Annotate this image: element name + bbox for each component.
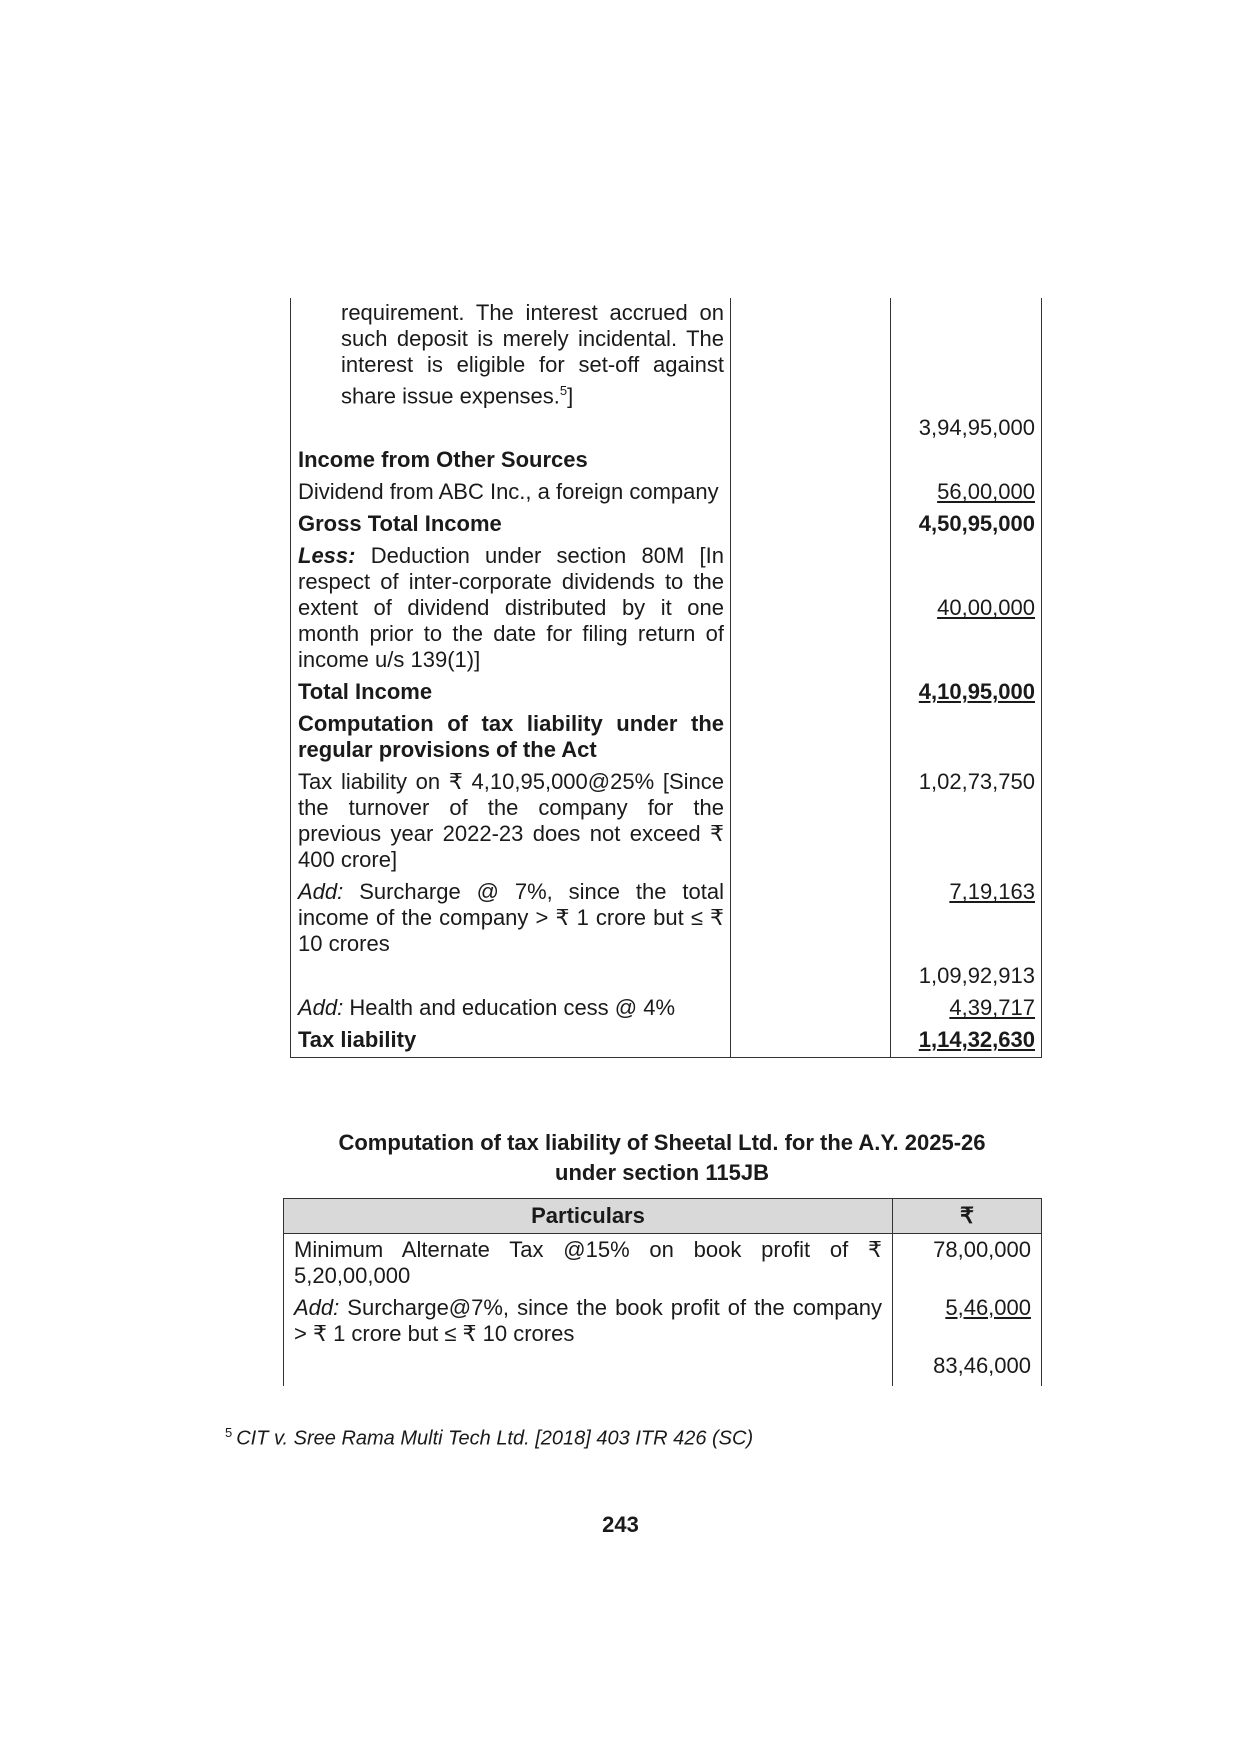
row-amount: [891, 445, 1042, 477]
table-row: [284, 1292, 1042, 1350]
row-amount: 4,39,717: [949, 995, 1035, 1021]
row-description: [284, 1350, 893, 1386]
row-label: Add:: [294, 1295, 340, 1320]
row-label: Add:: [298, 995, 344, 1021]
table-row: [291, 541, 1042, 677]
row-description: [291, 413, 731, 445]
row-amount: 40,00,000: [937, 595, 1035, 621]
tax-computation-table: [290, 298, 1042, 1058]
row-amount: 1,02,73,750: [891, 767, 1042, 877]
table-caption: Computation of tax liability of Sheetal Ltd. for the A.Y. 2025-26 under section 115JB: [338, 1130, 986, 1185]
row-description: Gross Total Income: [291, 509, 731, 541]
row-amount: 5,46,000: [945, 1295, 1031, 1320]
mat-computation-table: [283, 1198, 1042, 1386]
table-row: [284, 1234, 1042, 1293]
row-description: Tax liability: [291, 1025, 731, 1058]
row-label: Add:: [298, 879, 344, 905]
table-row: [291, 477, 1042, 509]
table-row: [291, 961, 1042, 993]
section-heading: Computation of tax liability under the regular provisions of the Act: [291, 709, 731, 767]
table-row: [291, 298, 1042, 413]
row-description: Add: Surcharge@7%, since the book profit of the company > ₹ 1 crore but ≤ ₹ 10 crores: [284, 1292, 893, 1350]
footnote-ref: 5: [559, 383, 568, 398]
row-amount: 83,46,000: [893, 1350, 1042, 1386]
footnote-number: 5: [225, 1425, 233, 1440]
row-description: requirement. The interest accrued on such deposit is merely incidental. The interest is eligible for set-off against share issue expenses.$^5$]: [291, 298, 731, 413]
table-row: [291, 677, 1042, 709]
page-number: 243: [602, 1512, 639, 1537]
row-description: Add: Surcharge @ 7%, since the total income of the company > ₹ 1 crore but ≤ ₹ 10 crores: [291, 877, 731, 961]
row-amount: 56,00,000: [937, 479, 1035, 505]
row-amount: 3,94,95,000: [891, 413, 1042, 445]
table-header-row: [284, 1199, 1042, 1234]
row-amount: 1,09,92,913: [891, 961, 1042, 993]
row-description: Total Income: [291, 677, 731, 709]
row-amount: 4,10,95,000: [918, 679, 1035, 705]
footnote-text: CIT v. Sree Rama Multi Tech Ltd. [2018] 403 ITR 426 (SC): [236, 1427, 754, 1450]
row-description: Dividend from ABC Inc., a foreign company: [291, 477, 731, 509]
row-amount: 7,19,163: [949, 879, 1035, 905]
column-header-particulars: Particulars: [284, 1199, 893, 1234]
table-row: [291, 767, 1042, 877]
row-amount: [891, 709, 1042, 767]
footnote: [225, 1425, 753, 1451]
column-header-rupee: ₹: [893, 1199, 1042, 1234]
table-row: [291, 993, 1042, 1025]
row-description: Minimum Alternate Tax @15% on book profit of ₹ 5,20,00,000: [284, 1234, 893, 1293]
row-description: Add: Health and education cess @ 4%: [291, 993, 731, 1025]
table-row: [291, 445, 1042, 477]
row-amount: 78,00,000: [893, 1234, 1042, 1293]
row-amount: 4,50,95,000: [891, 509, 1042, 541]
table-row: [291, 877, 1042, 961]
row-description: [291, 961, 731, 993]
row-description: Less: Deduction under section 80M [In respect of inter-corporate dividends to the extent of dividend distributed by it one month prior to the date for filing return of income u/s 139(1)]: [291, 541, 731, 677]
table-row: [291, 1025, 1042, 1058]
table-row: [284, 1350, 1042, 1386]
row-amount: [891, 298, 1042, 413]
row-amount: 1,14,32,630: [918, 1027, 1035, 1053]
section-heading: Income from Other Sources: [291, 445, 731, 477]
table-row: [291, 709, 1042, 767]
row-description: Tax liability on ₹ 4,10,95,000@25% [Since the turnover of the company for the previous year 2022-23 does not exceed ₹ 400 crore]: [291, 767, 731, 877]
table-row: [291, 509, 1042, 541]
table-row: [291, 413, 1042, 445]
row-label: Less:: [298, 543, 356, 569]
